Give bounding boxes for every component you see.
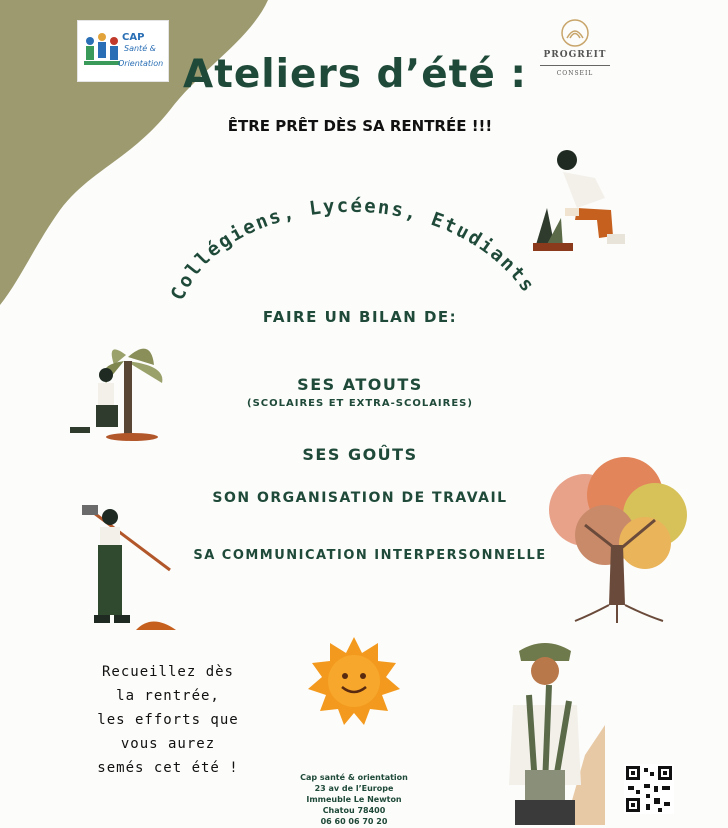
people-icon	[80, 23, 124, 81]
message-line: vous aurez	[120, 736, 216, 752]
plant-carrier-icon	[495, 635, 605, 825]
message-line: Recueillez dès	[101, 664, 234, 680]
bilan-item-gouts: SES GOÛTS	[302, 445, 418, 464]
message-line: les efforts que	[97, 712, 239, 728]
palm-planter-icon	[66, 335, 170, 445]
cap-sante-logo	[77, 20, 169, 82]
progreit-logo	[540, 18, 610, 82]
bilan-heading: FAIRE UN BILAN DE:	[262, 308, 458, 326]
rake-gardener-icon	[80, 505, 190, 635]
sun-icon	[306, 635, 402, 727]
message-line: la rentrée,	[116, 688, 220, 704]
progreit-divider	[540, 65, 610, 66]
audience-arc-text: Collégiens, Lycéens, Etudiants	[166, 194, 540, 304]
contact-address	[288, 772, 420, 827]
contact-name: Cap santé & orientation	[300, 773, 408, 782]
message-block	[62, 660, 274, 780]
audience-arc	[150, 170, 570, 330]
contact-street: 23 av de l’Europe	[314, 784, 394, 793]
logo-sante-text: Santé &	[124, 44, 156, 53]
message-line: semés cet été !	[97, 760, 239, 776]
autumn-tree-icon	[545, 455, 690, 625]
arch-emblem-icon	[560, 18, 590, 48]
gardener-kneeling-icon	[525, 148, 635, 253]
page-title: Ateliers d’été :	[183, 52, 527, 97]
bilan-item-communication: SA COMMUNICATION INTERPERSONNELLE	[193, 548, 547, 563]
contact-phone: 06 60 06 70 20	[320, 817, 388, 826]
contact-city: Chatou 78400	[322, 806, 386, 815]
bilan-item-atouts: SES ATOUTS	[297, 375, 423, 394]
logo-orientation-text: Orientation	[118, 59, 164, 68]
contact-building: Immeuble Le Newton	[306, 795, 402, 804]
bilan-item-atouts-note: (SCOLAIRES ET EXTRA-SCOLAIRES)	[247, 398, 473, 409]
progreit-conseil-text: CONSEIL	[556, 70, 594, 77]
page-subtitle: ÊTRE PRÊT DÈS SA RENTRÉE !!!	[227, 117, 493, 135]
logo-cap-text: CAP	[122, 32, 145, 43]
qr-code-icon	[624, 764, 674, 814]
progreit-brand-text: PROGREIT	[543, 50, 607, 60]
bilan-item-organisation: SON ORGANISATION DE TRAVAIL	[212, 490, 508, 506]
